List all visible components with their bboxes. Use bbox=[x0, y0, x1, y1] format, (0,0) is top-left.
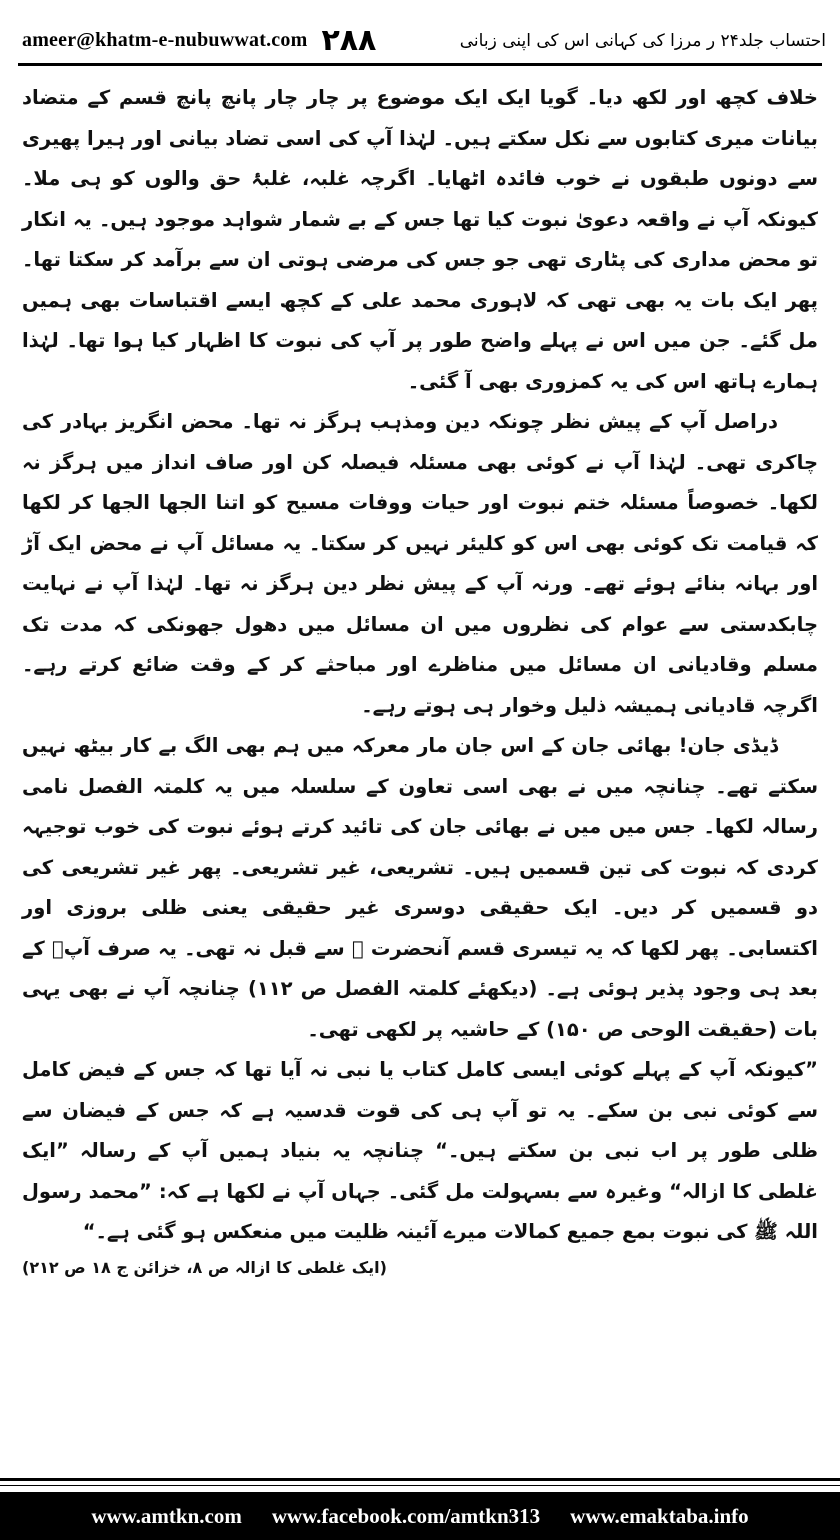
header-rule bbox=[18, 63, 822, 66]
footer-link-amtkn[interactable]: www.amtkn.com bbox=[91, 1503, 242, 1528]
paragraph-3: ڈیڈی جان! بھائی جان کے اس جان مار معرکہ میں ہم بھی الگ بے کار بیٹھ نہیں سکتے تھے۔ چنانچہ میں نے بھی اسی تعاون کے سلسلہ میں یہ کلمتہ الفصل نامی رسالہ لکھا۔ جس میں میں نے بھائی جان کی تائید کرتے ہوئے نبوت کی خوب توجیہہ کردی کہ نبوت کی تین قسمیں ہیں۔ تشریعی، غیر تشریعی۔ پھر غیر تشریعی کی دو قسمیں کر دیں۔ ایک حقیقی دوسری غیر حقیقی یعنی ظلی بروزی اور اکتسابی۔ پھر لکھا کہ یہ تیسری قسم آنحضرت ﷺ سے قبل نہ تھی۔ یہ صرف آپؑ کے بعد ہی وجود پذیر ہوئی ہے۔ (دیکھئے کلمتہ الفصل ص ۱۱۲) چنانچہ آپ نے بھی یہی بات (حقیقت الوحی ص ۱۵۰) کے حاشیہ پر لکھی تھی۔ bbox=[22, 734, 818, 1041]
footer-bar bbox=[0, 1492, 840, 1540]
page-header bbox=[22, 18, 826, 62]
footer-rule-thin bbox=[0, 1485, 840, 1486]
footer-rule-thick bbox=[0, 1478, 840, 1481]
footer-link-facebook[interactable]: www.facebook.com/amtkn313 bbox=[271, 1503, 541, 1528]
footer-link-emaktaba[interactable]: www.emaktaba.info bbox=[570, 1503, 749, 1528]
reference-citation: (ایک غلطی کا ازالہ ص ۸، خزائن ج ۱۸ ص ۲۱۲) bbox=[22, 1257, 387, 1277]
header-email: ameer@khatm-e-nubuwwat.com bbox=[22, 28, 308, 51]
paragraph-2: دراصل آپ کے پیش نظر چونکہ دین ومذہب ہرگز نہ تھا۔ محض انگریز بہادر کی چاکری تھی۔ لہٰذا آپ نے کوئی بھی مسئلہ فیصلہ کن اور صاف انداز میں ہرگز نہ لکھا۔ خصوصاً مسئلہ ختم نبوت اور حیات ووفات مسیح کو اتنا الجھا الجھا کر لکھا کہ قیامت تک کوئی بھی اس کو کلیئر نہیں کر سکتا۔ یہ مسائل آپ نے محض ایک آڑ اور بہانہ بنائے ہوئے تھے۔ ورنہ آپ کے پیش نظر دین ہرگز نہ تھا۔ لہٰذا آپ نے نہایت چابکدستی سے عوام کی نظروں میں ان مسائل میں دھول جھونکی کہ مدت تک مسلم وقادیانی ان مسائل میں مناظرے اور مباحثے کر کے وقت ضائع کرتے رہے۔ اگرچہ قادیانی ہمیشہ ذلیل وخوار ہی ہوتے رہے۔ bbox=[22, 410, 818, 717]
paragraph-4-quote: ”کیونکہ آپ کے پہلے کوئی ایسی کامل کتاب یا نبی نہ آیا تھا کہ جس کے فیض کامل سے کوئی نبی بن سکے۔ یہ تو آپ ہی کی قوت قدسیہ ہے کہ جس کے فیضان سے ظلی طور پر اب نبی بن سکتے ہیں۔“ چنانچہ یہ بنیاد ہمیں آپ کے رسالہ ”ایک غلطی کا ازالہ“ وغیرہ سے بسہولت مل گئی۔ جہاں آپ نے لکھا ہے کہ: ”محمد رسول اللہ ﷺ کی نبوت بمع جمیع کمالات میرے آئینہ ظلیت میں منعکس ہو گئی ہے۔“ bbox=[22, 1058, 818, 1243]
page-body bbox=[22, 78, 818, 1456]
running-title: احتساب جلد۲۴ ر مرزا کی کہانی اس کی اپنی زبانی bbox=[459, 30, 826, 51]
page-number: ۲۸۸ bbox=[321, 22, 377, 58]
paragraph-1: خلاف کچھ اور لکھ دیا۔ گویا ایک ایک موضوع پر چار چار پانچ پانچ قسم کے متضاد بیانات میری کتابوں سے نکل سکتے ہیں۔ لہٰذا آپ کی اسی تضاد بیانی اور ہیرا پھیری سے دونوں طبقوں نے خوب فائدہ اٹھایا۔ اگرچہ غلبہ، غلبۂ حق والوں کو ہی ملا۔ کیونکہ آپ نے واقعہ دعویٰ نبوت کیا تھا جس کے بے شمار شواہد موجود ہیں۔ یہ انکار تو محض مداری کی پٹاری تھی جو جس کی مرضی ہوتی ان سے برآمد کر سکتا تھا۔ پھر ایک بات یہ بھی تھی کہ لاہوری محمد علی کے کچھ ایسے اقتباسات بھی ہمیں مل گئے۔ جن میں اس نے پہلے واضح طور پر آپ کی نبوت کا اظہار کیا ہوا تھا۔ لہٰذا ہمارے ہاتھ اس کی یہ کمزوری بھی آ گئی۔ bbox=[22, 86, 818, 393]
header-left bbox=[22, 23, 376, 58]
